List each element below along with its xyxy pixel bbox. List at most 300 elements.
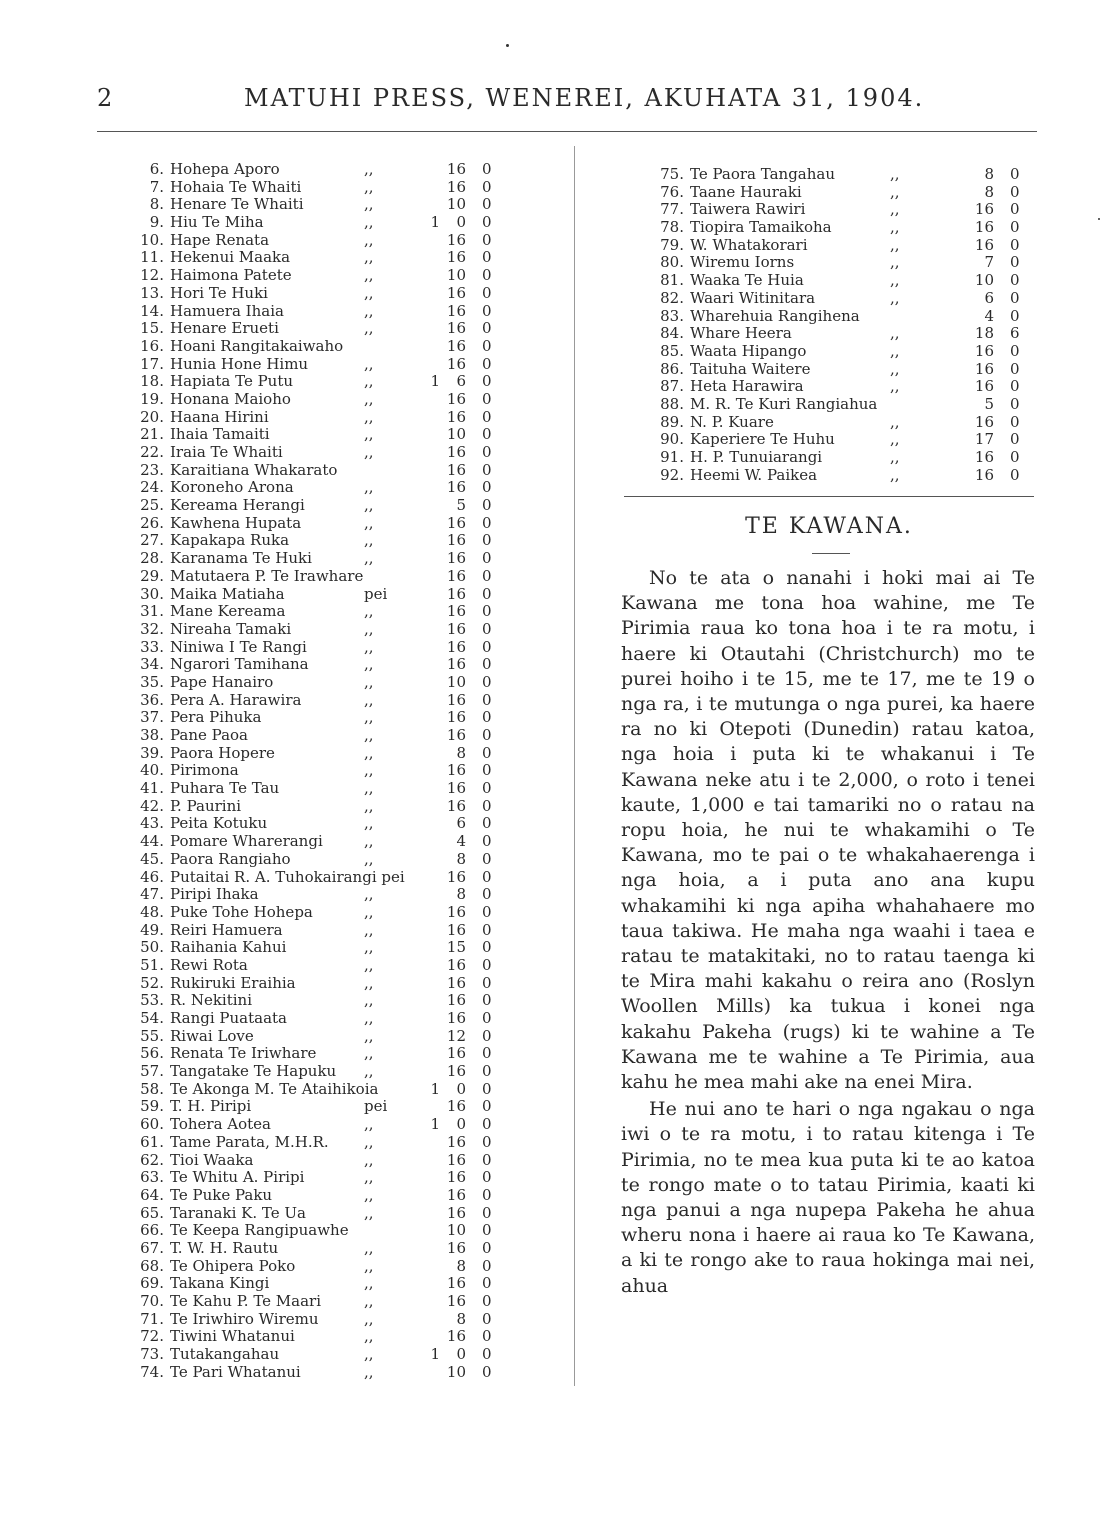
subscriber-row xyxy=(134,1222,504,1240)
entry-number: 35. xyxy=(140,672,164,691)
amount-pounds: 1 xyxy=(430,213,440,232)
amount-pence: 0 xyxy=(482,708,492,727)
ditto-mark: ,, xyxy=(364,885,374,904)
subscriber-name: Niniwa I Te Rangi xyxy=(170,637,307,656)
amount-pence: 0 xyxy=(482,389,492,408)
entry-number: 33. xyxy=(140,637,164,656)
amount-pence: 0 xyxy=(482,460,492,479)
ditto-mark: ,, xyxy=(364,195,374,214)
amount-pence: 0 xyxy=(482,1079,492,1098)
subscriber-row xyxy=(652,431,1042,449)
subscriber-name: Taiwera Rawiri xyxy=(690,200,806,219)
amount-pence: 0 xyxy=(1010,235,1020,254)
subscriber-name: Rangi Puataata xyxy=(170,1009,287,1027)
subscriber-name: Te Akonga M. Te Ataihikoia xyxy=(170,1079,379,1098)
amount-shillings: 18 xyxy=(974,324,994,343)
amount-pence: 0 xyxy=(482,1168,492,1187)
amount-shillings: 0 xyxy=(456,1345,466,1364)
entry-number: 39. xyxy=(140,743,164,762)
ditto-mark: ,, xyxy=(364,655,374,674)
subscriber-name: Riwai Love xyxy=(170,1026,254,1045)
subscriber-row xyxy=(134,957,504,975)
amount-shillings: 10 xyxy=(446,672,466,691)
subscriber-name: Waata Hipango xyxy=(690,341,807,360)
subscriber-name: Pomare Wharerangi xyxy=(170,832,323,851)
subscriber-name: Waaka Te Huia xyxy=(690,271,804,290)
entry-number: 7. xyxy=(149,177,164,196)
amount-shillings: 16 xyxy=(446,726,466,744)
subscriber-name: Matutaera P. Te Irawhare xyxy=(170,566,364,585)
amount-shillings: 16 xyxy=(446,1203,466,1222)
entry-number: 50. xyxy=(140,938,164,957)
subscriber-name: Tutakangahau xyxy=(170,1345,280,1364)
subscriber-row xyxy=(134,161,504,179)
page-header xyxy=(0,78,1114,118)
ditto-mark: ,, xyxy=(890,465,900,484)
entry-number: 69. xyxy=(140,1274,164,1293)
amount-pence: 0 xyxy=(482,672,492,691)
subscriber-name: Te Keepa Rangipuawhe xyxy=(170,1221,349,1240)
entry-number: 42. xyxy=(140,796,164,815)
subscriber-name: Tame Parata, M.H.R. xyxy=(170,1132,329,1151)
subscriber-name: Te Ohipera Poko xyxy=(170,1256,296,1275)
amount-shillings: 16 xyxy=(446,991,466,1010)
subscriber-name: Nireaha Tamaki xyxy=(170,619,292,638)
ditto-mark: ,, xyxy=(364,991,374,1010)
amount-shillings: 8 xyxy=(456,849,466,868)
subscriber-name: Waari Witinitara xyxy=(690,288,816,307)
entry-number: 49. xyxy=(140,920,164,939)
entry-number: 20. xyxy=(140,407,164,426)
subscriber-row xyxy=(134,1081,504,1099)
entry-number: 62. xyxy=(140,1150,164,1169)
amount-shillings: 12 xyxy=(446,1026,466,1045)
amount-shillings: 16 xyxy=(446,1097,466,1116)
amount-pence: 0 xyxy=(482,1097,492,1116)
subscriber-name: Rewi Rota xyxy=(170,955,248,974)
article-title: TE KAWANA. xyxy=(745,514,913,539)
subscriber-row xyxy=(134,815,504,833)
subscriber-row xyxy=(134,621,504,639)
subscriber-name: Renata Te Iriwhare xyxy=(170,1044,317,1063)
ditto-mark: ,, xyxy=(364,726,374,744)
entry-number: 83. xyxy=(660,306,684,325)
amount-pounds: 1 xyxy=(430,1079,440,1098)
subscriber-name: Takana Kingi xyxy=(170,1274,270,1293)
ditto-mark: ,, xyxy=(890,200,900,219)
subscriber-name: Pera Pihuka xyxy=(170,708,262,727)
amount-pence: 0 xyxy=(482,1221,492,1240)
entry-number: 19. xyxy=(140,389,164,408)
header-rule xyxy=(97,131,1037,132)
amount-pence: 0 xyxy=(482,743,492,762)
ditto-mark: ,, xyxy=(364,690,374,709)
amount-shillings: 8 xyxy=(456,743,466,762)
amount-pence: 0 xyxy=(482,1185,492,1204)
ditto-mark: ,, xyxy=(364,160,374,178)
subscriber-name: Hiu Te Miha xyxy=(170,213,264,232)
amount-shillings: 16 xyxy=(446,655,466,674)
subscriber-row xyxy=(652,396,1042,414)
subscriber-name: Puke Tohe Hohepa xyxy=(170,902,313,921)
amount-pence: 0 xyxy=(482,1150,492,1169)
amount-pence: 0 xyxy=(482,796,492,815)
ditto-mark: ,, xyxy=(364,1115,374,1134)
subscriber-row xyxy=(134,1240,504,1258)
subscriber-name: Pirimona xyxy=(170,761,239,780)
entry-number: 70. xyxy=(140,1292,164,1310)
amount-shillings: 16 xyxy=(446,460,466,479)
entry-number: 30. xyxy=(140,584,164,603)
subscriber-name: Whare Heera xyxy=(690,324,792,343)
entry-number: 18. xyxy=(140,372,164,391)
amount-shillings: 16 xyxy=(446,230,466,249)
amount-pence: 0 xyxy=(482,973,492,992)
print-speck xyxy=(506,44,509,47)
amount-shillings: 16 xyxy=(974,218,994,237)
entry-number: 90. xyxy=(660,430,684,449)
ditto-mark: ,, xyxy=(364,1309,374,1328)
subscriber-row xyxy=(134,179,504,197)
amount-shillings: 5 xyxy=(984,394,994,413)
subscriber-name: Ngarori Tamihana xyxy=(170,655,309,674)
entry-number: 13. xyxy=(140,283,164,302)
amount-shillings: 8 xyxy=(456,1309,466,1328)
amount-pence: 0 xyxy=(482,496,492,515)
subscriber-name: Tangatake Te Hapuku xyxy=(170,1062,337,1081)
amount-shillings: 16 xyxy=(446,1327,466,1346)
entry-number: 6. xyxy=(149,160,164,178)
entry-number: 15. xyxy=(140,319,164,338)
entry-number: 63. xyxy=(140,1168,164,1187)
subscriber-name: H. P. Tunuiarangi xyxy=(690,448,823,466)
subscriber-name: Tiwini Whatanui xyxy=(170,1327,295,1346)
entry-number: 48. xyxy=(140,902,164,921)
ditto-mark: ,, xyxy=(364,319,374,338)
ditto-mark: ,, xyxy=(364,672,374,691)
amount-pence: 0 xyxy=(1010,218,1020,237)
amount-shillings: 10 xyxy=(446,1221,466,1240)
ditto-mark: ,, xyxy=(364,920,374,939)
ditto-mark: ,, xyxy=(364,832,374,851)
ditto-mark: ,, xyxy=(364,354,374,373)
amount-shillings: 8 xyxy=(456,885,466,904)
subscriber-row xyxy=(652,166,1042,184)
subscriber-row xyxy=(134,745,504,763)
amount-shillings: 10 xyxy=(446,1362,466,1381)
subscriber-row xyxy=(134,568,504,586)
amount-shillings: 16 xyxy=(446,1292,466,1310)
amount-pence: 0 xyxy=(1010,182,1020,201)
subscriber-row xyxy=(134,762,504,780)
entry-number: 72. xyxy=(140,1327,164,1346)
subscriber-name: Kaperiere Te Huhu xyxy=(690,430,835,449)
amount-shillings: 10 xyxy=(446,425,466,444)
amount-pence: 0 xyxy=(482,478,492,497)
subscriber-name: Raihania Kahui xyxy=(170,938,287,957)
ditto-mark: ,, xyxy=(890,341,900,360)
subscriber-name: N. P. Kuare xyxy=(690,412,774,431)
entry-number: 85. xyxy=(660,341,684,360)
subscriber-row xyxy=(652,308,1042,326)
subscriber-name: M. R. Te Kuri Rangiahua xyxy=(690,394,878,413)
subscriber-name: Taituha Waitere xyxy=(690,359,811,378)
ditto-mark: ,, xyxy=(364,602,374,621)
amount-pence: 0 xyxy=(482,1256,492,1275)
ditto-mark: ,, xyxy=(364,849,374,868)
subscriber-row xyxy=(652,449,1042,467)
entry-number: 92. xyxy=(660,465,684,484)
subscriber-name: Maika Matiaha xyxy=(170,584,285,603)
amount-shillings: 16 xyxy=(446,336,466,355)
subscriber-row xyxy=(134,1010,504,1028)
subscriber-row xyxy=(134,780,504,798)
amount-pence: 0 xyxy=(482,726,492,744)
ditto-mark: ,, xyxy=(364,708,374,727)
subscriber-row xyxy=(134,444,504,462)
subscriber-row xyxy=(134,391,504,409)
amount-pence: 0 xyxy=(482,619,492,638)
ditto-mark: ,, xyxy=(364,213,374,232)
ditto-mark: ,, xyxy=(364,372,374,391)
entry-number: 32. xyxy=(140,619,164,638)
amount-pence: 0 xyxy=(482,213,492,232)
subscriber-row xyxy=(134,1328,504,1346)
entry-number: 37. xyxy=(140,708,164,727)
entry-number: 25. xyxy=(140,496,164,515)
ditto-mark: ,, xyxy=(364,531,374,550)
ditto-mark: ,, xyxy=(364,1044,374,1063)
entry-number: 73. xyxy=(140,1345,164,1364)
subscriber-row xyxy=(134,497,504,515)
amount-shillings: 0 xyxy=(456,1079,466,1098)
amount-pence: 0 xyxy=(1010,448,1020,466)
subscriber-row xyxy=(134,1134,504,1152)
subscriber-name: Hoani Rangitakaiwaho xyxy=(170,336,344,355)
ditto-mark: ,, xyxy=(364,177,374,196)
subscriber-row xyxy=(134,586,504,604)
amount-pence: 0 xyxy=(482,319,492,338)
entry-number: 84. xyxy=(660,324,684,343)
subscriber-row xyxy=(652,325,1042,343)
amount-shillings: 16 xyxy=(446,584,466,603)
article-paragraph: No te ata o nanahi i hoki mai ai Te Kawana me tona hoa wahine, me Te Pirimia raua ko tona hoa i te ra motu, i haere ki Otautahi (Christchurch) mo te purei hoiho i te 15, me te 17, me te 19 o nga ra, i te mutunga o nga purei, ka haere ra no ki Otepoti (Dunedin) ratau katoa, nga hoia i puta ki te whakanui i Te Kawana neke atu i te 2,000, o roto i tenei kaute, 1,000 e tai tamariki no o ratau na ropu hoia, he nui te whakamihi o Te Kawana, mo te pai o te whakahaerenga i nga hoia, a i puta ano ana kupu whakamihi ki nga apiha whahahaere mo taua takiwa. He maha nga waahi i taea e ratau te matakitaki, no to ratau taenga ki te Mira mahi kakahu o reira ano (Roslyn Woollen Mills) ka tukua i konei nga kakahu Pakeha (rugs) ki te wahine a Te Kawana me te wahine a Te Pirimia, aua kahu he mea mahi ake na enei Mira. xyxy=(621,567,1035,1094)
subscriber-row xyxy=(134,373,504,391)
entry-number: 74. xyxy=(140,1362,164,1381)
entry-number: 38. xyxy=(140,726,164,744)
amount-pence: 0 xyxy=(1010,253,1020,272)
subscriber-name: Kawhena Hupata xyxy=(170,513,302,532)
amount-shillings: 16 xyxy=(446,920,466,939)
amount-shillings: 16 xyxy=(446,761,466,780)
amount-shillings: 16 xyxy=(446,478,466,497)
amount-pence: 0 xyxy=(1010,288,1020,307)
amount-pence: 0 xyxy=(482,443,492,461)
entry-number: 88. xyxy=(660,394,684,413)
subscriber-row xyxy=(134,851,504,869)
amount-pence: 0 xyxy=(482,372,492,391)
subscriber-row xyxy=(652,201,1042,219)
entry-number: 40. xyxy=(140,761,164,780)
subscriber-row xyxy=(134,709,504,727)
ditto-mark: ,, xyxy=(364,796,374,815)
amount-pence: 0 xyxy=(482,814,492,833)
ditto-mark: ,, xyxy=(364,230,374,249)
column-divider xyxy=(574,146,575,1386)
subscriber-row xyxy=(134,285,504,303)
subscriber-name: Hunia Hone Himu xyxy=(170,354,309,373)
amount-shillings: 16 xyxy=(446,796,466,815)
amount-shillings: 6 xyxy=(456,372,466,391)
subscriber-row xyxy=(134,550,504,568)
ditto-mark: ,, xyxy=(364,1327,374,1346)
amount-shillings: 8 xyxy=(456,1256,466,1275)
subscriber-row xyxy=(134,1028,504,1046)
amount-pence: 0 xyxy=(482,1362,492,1381)
entry-number: 54. xyxy=(140,1009,164,1027)
subscriber-row xyxy=(134,249,504,267)
ditto-mark: ,, xyxy=(890,359,900,378)
amount-pence: 0 xyxy=(482,283,492,302)
amount-pence: 0 xyxy=(482,1327,492,1346)
entry-number: 21. xyxy=(140,425,164,444)
entry-number: 10. xyxy=(140,230,164,249)
amount-shillings: 4 xyxy=(984,306,994,325)
ditto-mark: ,, xyxy=(890,412,900,431)
amount-pence: 0 xyxy=(1010,306,1020,325)
subscriber-name: Kapakapa Ruka xyxy=(170,531,290,550)
amount-shillings: 15 xyxy=(446,938,466,957)
subscriber-row xyxy=(652,184,1042,202)
subscriber-row xyxy=(652,237,1042,255)
subscriber-row xyxy=(134,692,504,710)
entry-number: 89. xyxy=(660,412,684,431)
subscriber-name: Haana Hirini xyxy=(170,407,269,426)
amount-pence: 0 xyxy=(482,1044,492,1063)
entry-number: 11. xyxy=(140,248,164,267)
ditto-mark: ,, xyxy=(890,235,900,254)
amount-pence: 0 xyxy=(482,584,492,603)
amount-shillings: 16 xyxy=(446,283,466,302)
ditto-mark: ,, xyxy=(364,902,374,921)
print-speck xyxy=(1098,218,1100,220)
subscriber-row xyxy=(134,1275,504,1293)
ditto-mark: ,, xyxy=(364,283,374,302)
subscriber-name: Hapiata Te Putu xyxy=(170,372,294,391)
subscriber-row xyxy=(134,1205,504,1223)
amount-pence: 0 xyxy=(482,266,492,285)
entry-number: 52. xyxy=(140,973,164,992)
amount-pence: 0 xyxy=(482,832,492,851)
subscriber-row xyxy=(134,1346,504,1364)
subscriber-row xyxy=(134,939,504,957)
entry-number: 28. xyxy=(140,549,164,568)
subscriber-row xyxy=(134,356,504,374)
entry-number: 47. xyxy=(140,885,164,904)
amount-pence: 0 xyxy=(482,195,492,214)
ditto-mark: ,, xyxy=(364,513,374,532)
amount-shillings: 6 xyxy=(456,814,466,833)
amount-shillings: 16 xyxy=(446,708,466,727)
subscriber-row xyxy=(652,272,1042,290)
subscriber-row xyxy=(134,462,504,480)
amount-shillings: 16 xyxy=(446,389,466,408)
amount-pence: 0 xyxy=(482,160,492,178)
entry-number: 34. xyxy=(140,655,164,674)
amount-shillings: 17 xyxy=(974,430,994,449)
amount-shillings: 16 xyxy=(446,354,466,373)
entry-number: 44. xyxy=(140,832,164,851)
amount-pence: 0 xyxy=(1010,165,1020,183)
amount-pence: 0 xyxy=(482,531,492,550)
entry-number: 64. xyxy=(140,1185,164,1204)
subscriber-row xyxy=(134,232,504,250)
subscriber-name: Hori Te Huki xyxy=(170,283,268,302)
subscriber-row xyxy=(134,338,504,356)
entry-number: 77. xyxy=(660,200,684,219)
subscriber-name: Pera A. Harawira xyxy=(170,690,302,709)
amount-shillings: 16 xyxy=(446,867,466,886)
entry-number: 22. xyxy=(140,443,164,461)
subscriber-row xyxy=(134,409,504,427)
ditto-mark: ,, xyxy=(364,1009,374,1027)
subscriber-name: Te Paora Tangahau xyxy=(690,165,836,183)
amount-shillings: 16 xyxy=(446,1238,466,1257)
subscriber-name: T. W. H. Rautu xyxy=(170,1238,279,1257)
entry-number: 17. xyxy=(140,354,164,373)
subscriber-row xyxy=(134,922,504,940)
subscriber-name: Kereama Herangi xyxy=(170,496,305,515)
amount-shillings: 16 xyxy=(974,200,994,219)
subscriber-row xyxy=(134,1293,504,1311)
amount-shillings: 8 xyxy=(984,165,994,183)
ditto-mark: ,, xyxy=(364,814,374,833)
amount-pence: 0 xyxy=(482,566,492,585)
amount-shillings: 6 xyxy=(984,288,994,307)
subscriber-name: Heemi W. Paikea xyxy=(690,465,818,484)
subscriber-row xyxy=(134,303,504,321)
ditto-mark: ,, xyxy=(364,1256,374,1275)
amount-shillings: 16 xyxy=(446,902,466,921)
masthead: MATUHI PRESS, WENEREI, AKUHATA 31, 1904. xyxy=(244,84,925,112)
subscriber-list-right xyxy=(652,166,1042,484)
amount-pence: 6 xyxy=(1010,324,1020,343)
amount-shillings: 5 xyxy=(456,496,466,515)
amount-shillings: 16 xyxy=(446,531,466,550)
title-rule xyxy=(812,553,850,554)
amount-pence: 0 xyxy=(482,655,492,674)
amount-shillings: 16 xyxy=(446,637,466,656)
subscriber-row xyxy=(652,414,1042,432)
subscriber-row xyxy=(652,378,1042,396)
article-body xyxy=(621,566,1035,1299)
amount-pence: 0 xyxy=(482,354,492,373)
amount-pence: 0 xyxy=(482,301,492,320)
subscriber-row xyxy=(134,727,504,745)
subscriber-name: Mane Kereama xyxy=(170,602,286,621)
subscriber-name: Hamuera Ihaia xyxy=(170,301,284,320)
amount-pounds: 1 xyxy=(430,1345,440,1364)
page-number: 2 xyxy=(97,84,113,112)
subscriber-name: Hohepa Aporo xyxy=(170,160,280,178)
amount-shillings: 16 xyxy=(974,341,994,360)
amount-pence: 0 xyxy=(482,885,492,904)
subscriber-name: Rukiruki Eraihia xyxy=(170,973,296,992)
ditto-mark: ,, xyxy=(890,165,900,183)
amount-pence: 0 xyxy=(482,1238,492,1257)
ditto-mark: ,, xyxy=(890,430,900,449)
amount-pence: 0 xyxy=(482,690,492,709)
